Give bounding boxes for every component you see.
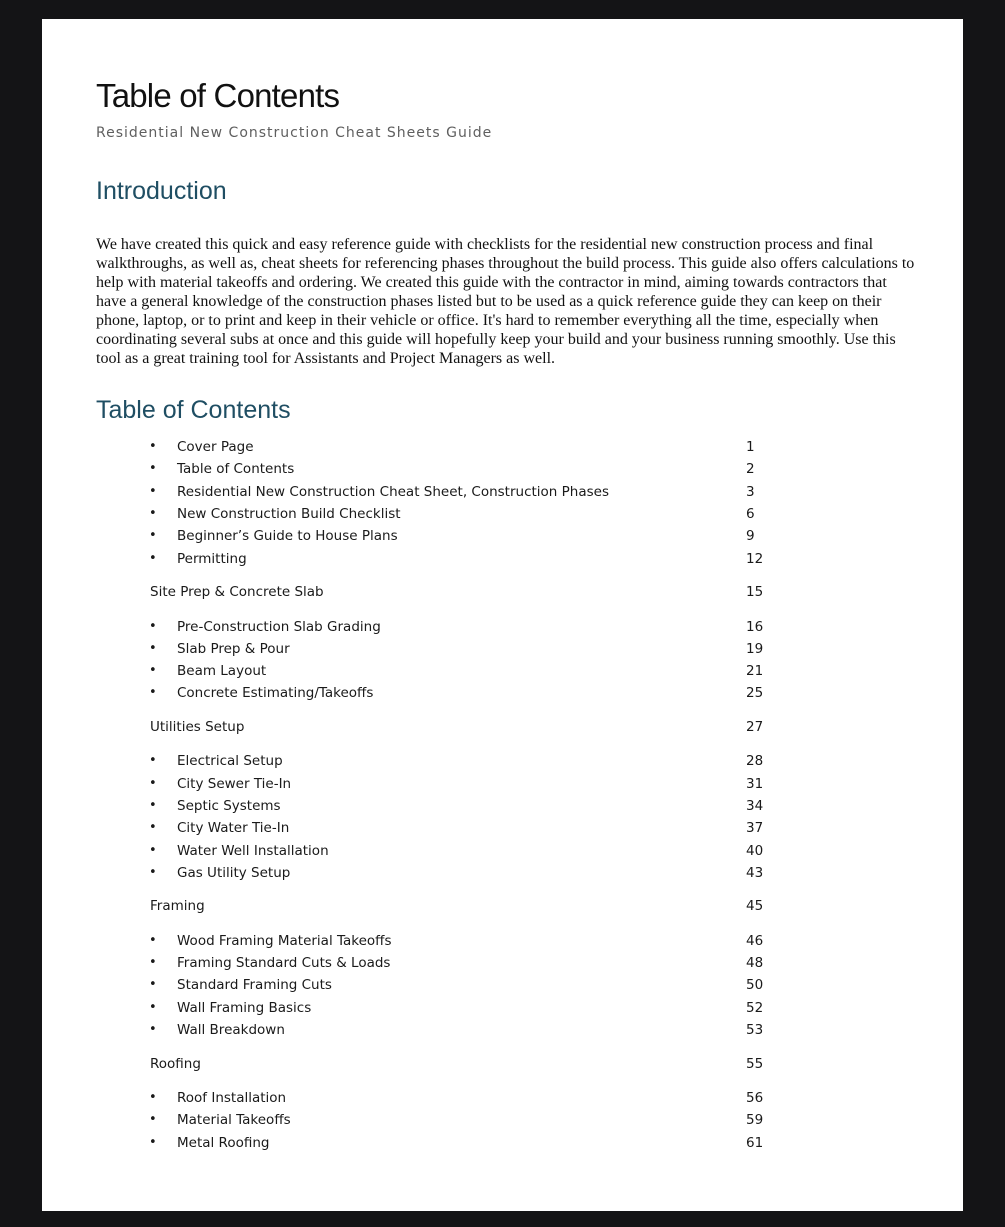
bullet-icon: • bbox=[149, 865, 157, 880]
toc-entry-label: City Sewer Tie-In bbox=[177, 776, 292, 792]
toc-entry bbox=[42, 977, 963, 997]
toc-entry-page-number: 15 bbox=[746, 584, 764, 600]
toc-entry bbox=[42, 641, 963, 661]
toc-entry-label: Water Well Installation bbox=[177, 843, 329, 859]
toc-entry-page-number: 1 bbox=[746, 439, 755, 455]
toc-entry-page-number: 31 bbox=[746, 776, 764, 792]
toc-entry bbox=[42, 685, 963, 705]
toc-entry-label: Standard Framing Cuts bbox=[177, 977, 332, 993]
toc-entry-page-number: 34 bbox=[746, 798, 764, 814]
bullet-icon: • bbox=[149, 1090, 157, 1105]
toc-entry-label: Table of Contents bbox=[177, 461, 295, 477]
toc-heading: Table of Contents bbox=[96, 396, 291, 424]
toc-entry-page-number: 61 bbox=[746, 1135, 764, 1151]
document-title: Table of Contents bbox=[96, 77, 340, 114]
toc-section-group bbox=[42, 584, 963, 604]
toc-entry-label: Metal Roofing bbox=[177, 1135, 270, 1151]
bullet-icon: • bbox=[149, 663, 157, 678]
toc-section-group bbox=[42, 1056, 963, 1076]
document-page bbox=[42, 19, 963, 1211]
toc-entry bbox=[42, 933, 963, 953]
toc-entry-label: Roof Installation bbox=[177, 1090, 287, 1106]
toc-entry bbox=[42, 843, 963, 863]
toc-entry-label: Electrical Setup bbox=[177, 753, 283, 769]
bullet-icon: • bbox=[149, 551, 157, 566]
toc-entry-label: Wood Framing Material Takeoffs bbox=[177, 933, 392, 949]
bullet-icon: • bbox=[149, 528, 157, 543]
toc-entry-page-number: 21 bbox=[746, 663, 764, 679]
toc-entry bbox=[42, 955, 963, 975]
toc-entry-page-number: 2 bbox=[746, 461, 755, 477]
toc-entry-page-number: 12 bbox=[746, 551, 764, 567]
toc-entry-label: Wall Framing Basics bbox=[177, 1000, 312, 1016]
toc-entry-label: Permitting bbox=[177, 551, 247, 567]
toc-entry-label: Beam Layout bbox=[177, 663, 267, 679]
toc-entry-page-number: 52 bbox=[746, 1000, 764, 1016]
toc-entry-page-number: 55 bbox=[746, 1056, 764, 1072]
toc-entry-page-number: 56 bbox=[746, 1090, 764, 1106]
bullet-icon: • bbox=[149, 977, 157, 992]
bullet-icon: • bbox=[149, 1000, 157, 1015]
toc-entry bbox=[42, 506, 963, 526]
toc-entry-page-number: 46 bbox=[746, 933, 764, 949]
bullet-icon: • bbox=[149, 461, 157, 476]
toc-entry bbox=[42, 820, 963, 840]
toc-entry-page-number: 9 bbox=[746, 528, 755, 544]
toc-entry-page-number: 28 bbox=[746, 753, 764, 769]
toc-entry-page-number: 3 bbox=[746, 484, 755, 500]
bullet-icon: • bbox=[149, 820, 157, 835]
bullet-icon: • bbox=[149, 685, 157, 700]
toc-entry-label: Beginner’s Guide to House Plans bbox=[177, 528, 398, 544]
toc-entry-page-number: 59 bbox=[746, 1112, 764, 1128]
toc-entry-label: Wall Breakdown bbox=[177, 1022, 285, 1038]
toc-entry bbox=[42, 528, 963, 548]
bullet-icon: • bbox=[149, 439, 157, 454]
toc-entry bbox=[42, 865, 963, 885]
toc-entry-page-number: 53 bbox=[746, 1022, 764, 1038]
toc-entry-page-number: 19 bbox=[746, 641, 764, 657]
toc-entry-label: Septic Systems bbox=[177, 798, 281, 814]
toc-entry-label: Roofing bbox=[150, 1056, 201, 1072]
bullet-icon: • bbox=[149, 776, 157, 791]
document-subtitle: Residential New Construction Cheat Sheets Guide bbox=[96, 125, 493, 141]
toc-entry-label: Concrete Estimating/Takeoffs bbox=[177, 685, 374, 701]
toc-entry bbox=[42, 461, 963, 481]
toc-entry-page-number: 45 bbox=[746, 898, 764, 914]
toc-entry bbox=[42, 619, 963, 639]
toc-entry-page-number: 25 bbox=[746, 685, 764, 701]
bullet-icon: • bbox=[149, 484, 157, 499]
introduction-body: We have created this quick and easy reference guide with checklists for the residential new construction process and final walkthroughs, as well as, cheat sheets for referencing phases throughout the build process. This guide also offers calculations to help with material takeoffs and ordering. We created this guide with the contractor in mind, aiming towards contractors that have a general knowledge of the construction phases listed but to be used as a quick reference guide they can keep on their phone, laptop, or to print and keep in their vehicle or office. It's hard to remember everything all the time, especially when coordinating several subs at once and this guide will hopefully keep your build and your business running smoothly. Use this tool as a great training tool for Assistants and Project Managers as well. bbox=[96, 236, 915, 367]
toc-entry-label: Material Takeoffs bbox=[177, 1112, 291, 1128]
toc-entry-page-number: 37 bbox=[746, 820, 764, 836]
bullet-icon: • bbox=[149, 1112, 157, 1127]
bullet-icon: • bbox=[149, 933, 157, 948]
bullet-icon: • bbox=[149, 798, 157, 813]
toc-entry bbox=[42, 484, 963, 504]
toc-entry-label: Slab Prep & Pour bbox=[177, 641, 290, 657]
toc-entry bbox=[42, 1090, 963, 1110]
toc-entry-label: Gas Utility Setup bbox=[177, 865, 291, 881]
toc-entry-label: Residential New Construction Cheat Sheet, Construction Phases bbox=[177, 484, 609, 500]
bullet-icon: • bbox=[149, 1022, 157, 1037]
bullet-icon: • bbox=[149, 753, 157, 768]
toc-entry bbox=[42, 551, 963, 571]
toc-entry-label: Utilities Setup bbox=[150, 719, 245, 735]
toc-entry bbox=[42, 753, 963, 773]
toc-entry bbox=[42, 1135, 963, 1155]
toc-entry bbox=[42, 798, 963, 818]
toc-entry-page-number: 6 bbox=[746, 506, 755, 522]
bullet-icon: • bbox=[149, 843, 157, 858]
toc-entry-label: Framing bbox=[150, 898, 205, 914]
toc-entry-label: New Construction Build Checklist bbox=[177, 506, 401, 522]
toc-entry-page-number: 27 bbox=[746, 719, 764, 735]
toc-entry-page-number: 16 bbox=[746, 619, 764, 635]
toc-entry-label: Framing Standard Cuts & Loads bbox=[177, 955, 391, 971]
bullet-icon: • bbox=[149, 506, 157, 521]
toc-entry-page-number: 48 bbox=[746, 955, 764, 971]
toc-entry bbox=[42, 1000, 963, 1020]
bullet-icon: • bbox=[149, 955, 157, 970]
toc-entry bbox=[42, 776, 963, 796]
toc-section-group bbox=[42, 898, 963, 918]
toc-entry bbox=[42, 663, 963, 683]
toc-entry-page-number: 50 bbox=[746, 977, 764, 993]
introduction-heading: Introduction bbox=[96, 177, 227, 205]
toc-section-group bbox=[42, 719, 963, 739]
toc-entry bbox=[42, 1022, 963, 1042]
bullet-icon: • bbox=[149, 641, 157, 656]
toc-entry-page-number: 43 bbox=[746, 865, 764, 881]
toc-entry-label: Site Prep & Concrete Slab bbox=[150, 584, 324, 600]
bullet-icon: • bbox=[149, 1135, 157, 1150]
bullet-icon: • bbox=[149, 619, 157, 634]
toc-entry-label: Cover Page bbox=[177, 439, 254, 455]
toc-entry bbox=[42, 1112, 963, 1132]
toc-entry-label: City Water Tie-In bbox=[177, 820, 290, 836]
toc-entry-label: Pre-Construction Slab Grading bbox=[177, 619, 381, 635]
toc-entry-page-number: 40 bbox=[746, 843, 764, 859]
toc-entry bbox=[42, 439, 963, 459]
